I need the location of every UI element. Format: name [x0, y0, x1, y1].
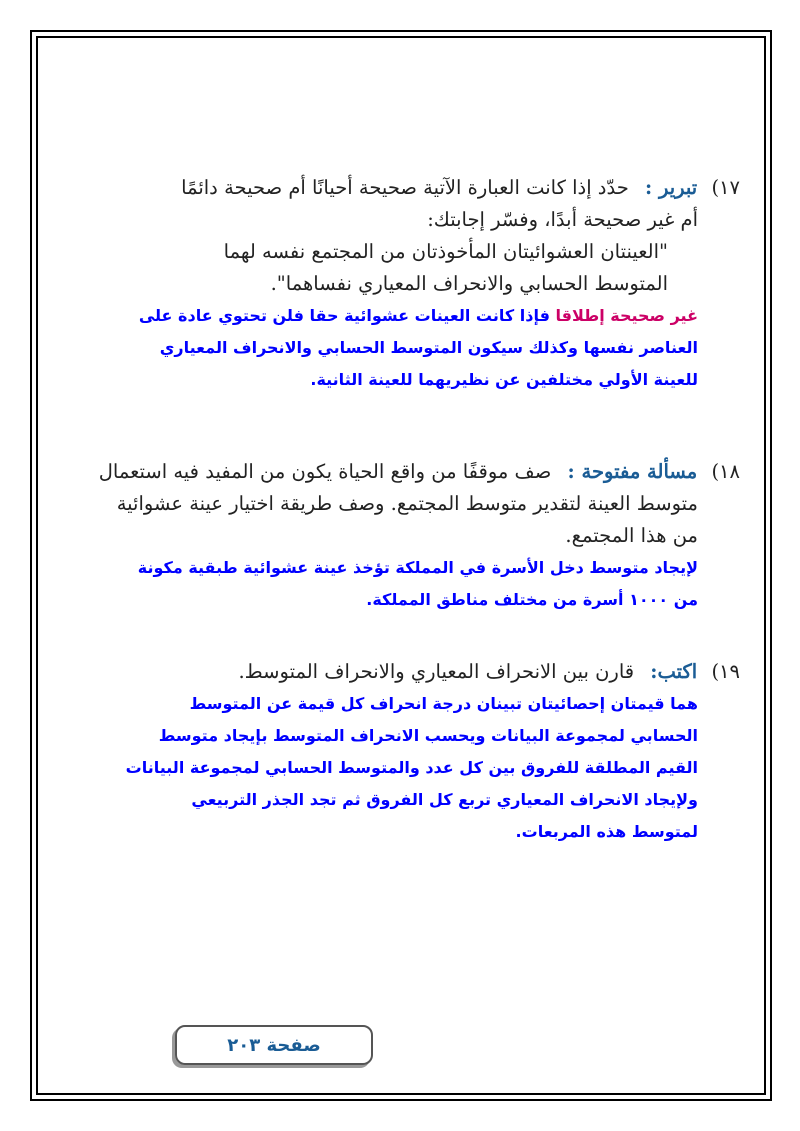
answer-text: من ١٠٠٠ أسرة من مختلف مناطق المملكة. — [366, 590, 698, 609]
answer-text: للعينة الأولي مختلفين عن نظيريهما للعينة الثانية. — [310, 370, 698, 389]
question-text: صف موقفًا من واقع الحياة يكون من المفيد فيه استعمال — [98, 460, 552, 483]
question-number: ١٩) — [711, 660, 740, 683]
answer-text: الحسابي لمجموعة البيانات ويحسب الانحراف المتوسط بإيجاد متوسط — [158, 726, 698, 745]
answer-text: هما قيمتان إحصائيتان تبينان درجة انحراف كل قيمة عن المتوسط — [189, 694, 698, 713]
question-19 — [60, 656, 740, 848]
answer-text: لإيجاد متوسط دخل الأسرة في المملكة تؤخذ عينة عشوائية طبقية مكونة — [137, 558, 698, 577]
question-text: حدّد إذا كانت العبارة الآتية صحيحة أحيانًا أم صحيحة دائمًا — [181, 176, 629, 199]
answer-text: العناصر نفسها وكذلك سيكون المتوسط الحسابي والانحراف المعياري — [159, 338, 698, 357]
question-number: ١٧) — [711, 176, 740, 199]
page-number-label: صفحة ٢٠٣ — [227, 1034, 321, 1056]
answer-text: القيم المطلقة للفروق بين كل عدد والمتوسط الحسابي لمجموعة البيانات — [125, 758, 698, 777]
question-17 — [60, 172, 740, 396]
question-text: قارن بين الانحراف المعياري والانحراف المتوسط. — [238, 660, 635, 683]
page-number-badge — [175, 1025, 373, 1065]
question-text: أم غير صحيحة أبدًا، وفسّر إجابتك: — [427, 208, 698, 231]
answer-highlight: غير صحيحة إطلاقا — [555, 306, 698, 325]
answer-text: غير صحيحة إطلاقا فإذا كانت العينات عشوائية حقا فلن تحتوي عادة على — [138, 306, 698, 325]
question-text: المتوسط الحسابي والانحراف المعياري نفساهما". — [270, 272, 668, 295]
question-number: ١٨) — [711, 460, 740, 483]
question-keyword: اكتب: — [650, 660, 698, 683]
answer-text: ولإيجاد الانحراف المعياري تربع كل الفروق ثم تجد الجذر التربيعي — [191, 790, 698, 809]
answer-text: لمتوسط هذه المربعات. — [515, 822, 698, 841]
question-keyword: مسألة مفتوحة : — [567, 460, 698, 483]
question-18 — [60, 456, 740, 616]
question-keyword: تبرير : — [644, 176, 698, 199]
question-text: متوسط العينة لتقدير متوسط المجتمع. وصف طريقة اختيار عينة عشوائية — [116, 492, 698, 515]
question-text: "العينتان العشوائيتان المأخوذتان من المجتمع نفسه لهما — [223, 240, 668, 263]
question-text: من هذا المجتمع. — [565, 524, 698, 547]
